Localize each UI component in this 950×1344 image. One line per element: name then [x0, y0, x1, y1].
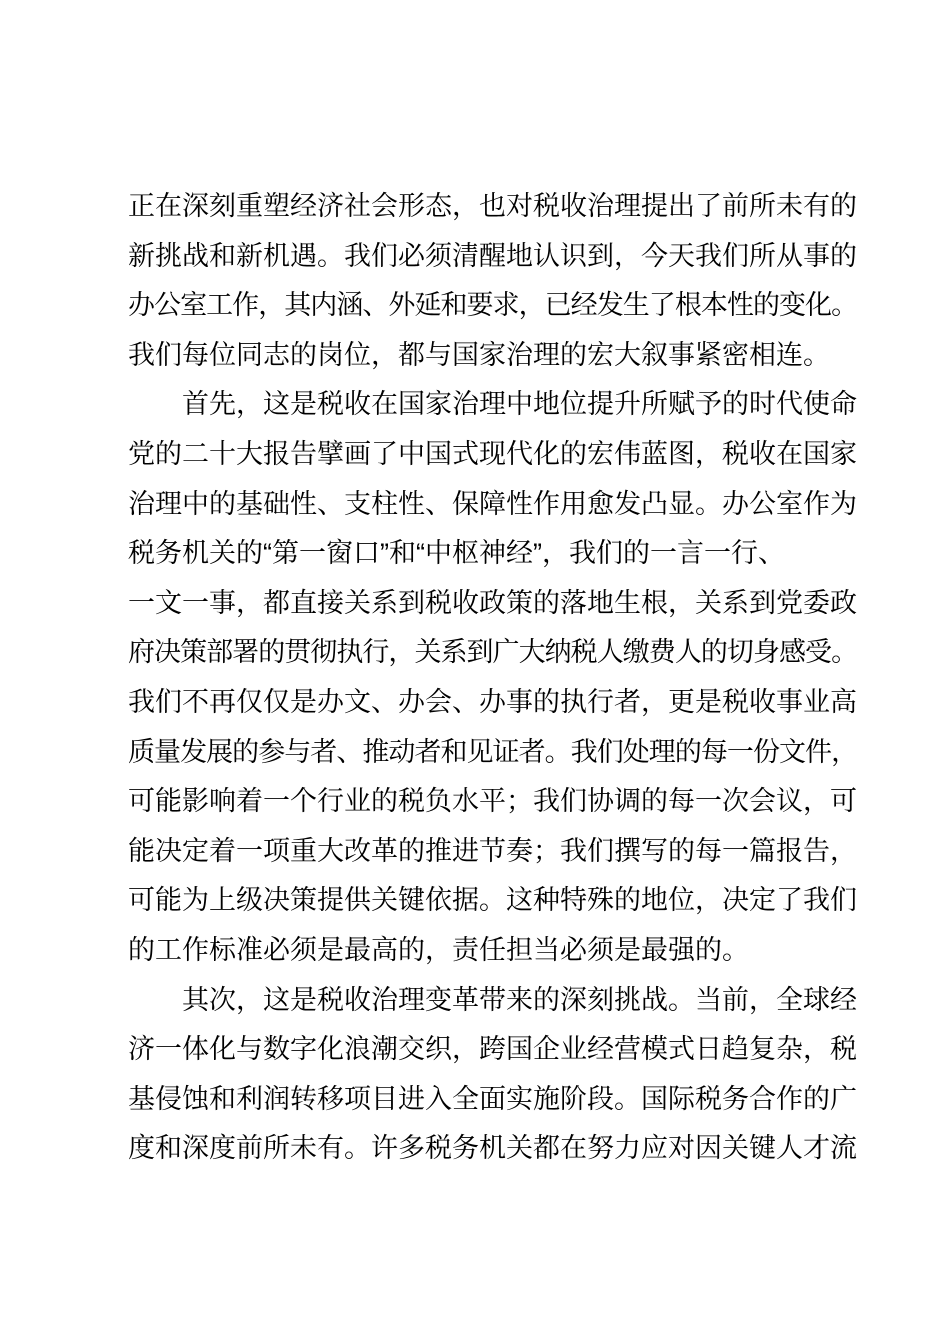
paragraph: [128, 976, 857, 1174]
text-line-content: 度和深度前所未有。许多税务机关都在努力应对因关键人才流: [128, 1133, 857, 1164]
text-line: [128, 281, 857, 331]
text-line: [128, 1075, 857, 1125]
text-line-content: 其次，这是税收治理变革带来的深刻挑战。当前，全球经: [182, 984, 857, 1015]
text-line-content: 首先，这是税收在国家治理中地位提升所赋予的时代使命: [182, 389, 857, 420]
text-line: [128, 529, 857, 579]
text-line: [128, 926, 857, 976]
text-line: [128, 232, 857, 282]
text-line: [128, 777, 857, 827]
text-line: [128, 976, 857, 1026]
text-line-content: 济一体化与数字化浪潮交织，跨国企业经营模式日趋复杂，税: [128, 1034, 857, 1065]
text-line: [128, 182, 857, 232]
text-line-content: 可能影响着一个行业的税负水平；我们协调的每一次会议，可: [128, 786, 857, 817]
text-line-content: 办公室工作，其内涵、外延和要求，已经发生了根本性的变化。: [128, 290, 858, 321]
text-line-content: 我们不再仅仅是办文、办会、办事的执行者，更是税收事业高: [128, 686, 857, 717]
text-line-content: 的工作标准必须是最高的，责任担当必须是最强的。: [128, 934, 749, 965]
text-line: [128, 430, 857, 480]
text-line-content: 能决定着一项重大改革的推进节奏；我们撰写的每一篇报告，: [128, 835, 857, 866]
text-line: [128, 331, 857, 381]
text-line-content: 正在深刻重塑经济社会形态，也对税收治理提出了前所未有的: [128, 191, 857, 221]
text-line-content: 质量发展的参与者、推动者和见证者。我们处理的每一份文件，: [128, 736, 858, 767]
text-line-content: 我们每位同志的岗位，都与国家治理的宏大叙事紧密相连。: [128, 339, 830, 370]
text-line-content: 一文一事，都直接关系到税收政策的落地生根，关系到党委政: [128, 587, 857, 618]
text-line: [128, 678, 857, 728]
text-line-content: 府决策部署的贯彻执行，关系到广大纳税人缴费人的切身感受。: [128, 637, 858, 668]
text-line-content: 新挑战和新机遇。我们必须清醒地认识到，今天我们所从事的: [128, 240, 857, 271]
text-line: [128, 628, 857, 678]
text-line: [128, 827, 857, 877]
paragraph: [128, 380, 857, 975]
text-line-content: 可能为上级决策提供关键依据。这种特殊的地位，决定了我们: [128, 885, 857, 916]
text-line: [128, 380, 857, 430]
text-line: [128, 1124, 857, 1174]
text-line-content: 基侵蚀和利润转移项目进入全面实施阶段。国际税务合作的广: [128, 1083, 857, 1114]
paragraph: [128, 182, 857, 380]
text-line: [128, 1025, 857, 1075]
text-line: [128, 480, 857, 530]
text-line-content: 治理中的基础性、支柱性、保障性作用愈发凸显。办公室作为: [128, 488, 857, 519]
text-line-content: 税务机关的“第一窗口”和“中枢神经”，我们的一言一行、: [128, 538, 785, 569]
text-line: [128, 728, 857, 778]
text-line-content: 党的二十大报告擘画了中国式现代化的宏伟蓝图，税收在国家: [128, 438, 857, 469]
text-line: [128, 579, 857, 629]
text-line: [128, 876, 857, 926]
